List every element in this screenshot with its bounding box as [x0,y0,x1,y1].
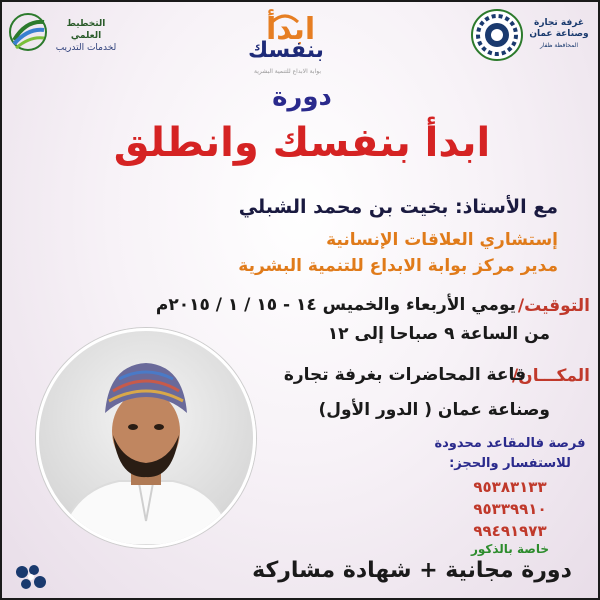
timing-label: التوقيت/ [517,296,590,316]
place-label: المكـــان/ [511,366,590,386]
phone-number: ٩٩٤٩١٩٧٣ [473,522,547,540]
course-label: دورة [272,82,332,112]
free-course-banner: دورة مجانية + شهادة مشاركة [252,558,572,583]
right-logo-line3: المحافظة ظفار [539,42,579,49]
left-logo-line1: التخطيط العلمي [66,19,106,41]
instructor-photo [36,328,256,548]
inquiry-label: للاستفسار والحجز: [449,456,571,471]
logo-word-yourself: بنفسك [248,38,324,63]
instructor-role-2: مدير مركز بوابة الابداع للتنمية البشرية [238,256,558,276]
right-logo-line1: غرفة تجارة [534,18,584,28]
logo-word-start: ابدأ [266,12,316,47]
timing-hours: من الساعة ٩ صباحا إلى ١٢ [327,324,550,344]
gear-emblem-icon [470,8,524,62]
phone-number: ٩٥٣٨٣١٣٣ [473,478,547,496]
place-line-1: قاعة المحاضرات بغرفة تجارة [283,365,526,385]
logo-tagline: بوابة الابداع للتنمية البشرية [254,68,321,75]
scientific-planning-logo [8,10,123,60]
chamber-of-commerce-logo [470,8,590,68]
contact-box [424,432,596,556]
limited-seats-text: فرصة فالمقاعد محدودة [434,436,586,451]
left-logo-line2: لخدمات التدريب [55,43,117,53]
instructor-name: مع الأستاذ: بخيت بن محمد الشبلي [238,196,558,218]
timing-days: يومي الأربعاء والخميس ١٤ - ١٥ / ١ / ٢٠١٥م [155,295,516,315]
right-logo-line2: وصناعة عمان [529,29,589,39]
course-title: ابدأ بنفسك وانطلق [113,120,491,166]
portrait-illustration [39,331,253,545]
start-yourself-logo [230,8,360,78]
flower-ornament-icon [12,562,48,592]
swoosh-logo-icon [8,12,48,52]
phone-number: ٩٥٣٣٩٩١٠ [473,500,547,518]
instructor-role-1: إستشاري العلاقات الإنسانية [326,230,558,250]
males-only-note: خاصة بالذكور [470,542,550,556]
place-line-2: وصناعة عمان ( الدور الأول) [318,400,550,420]
